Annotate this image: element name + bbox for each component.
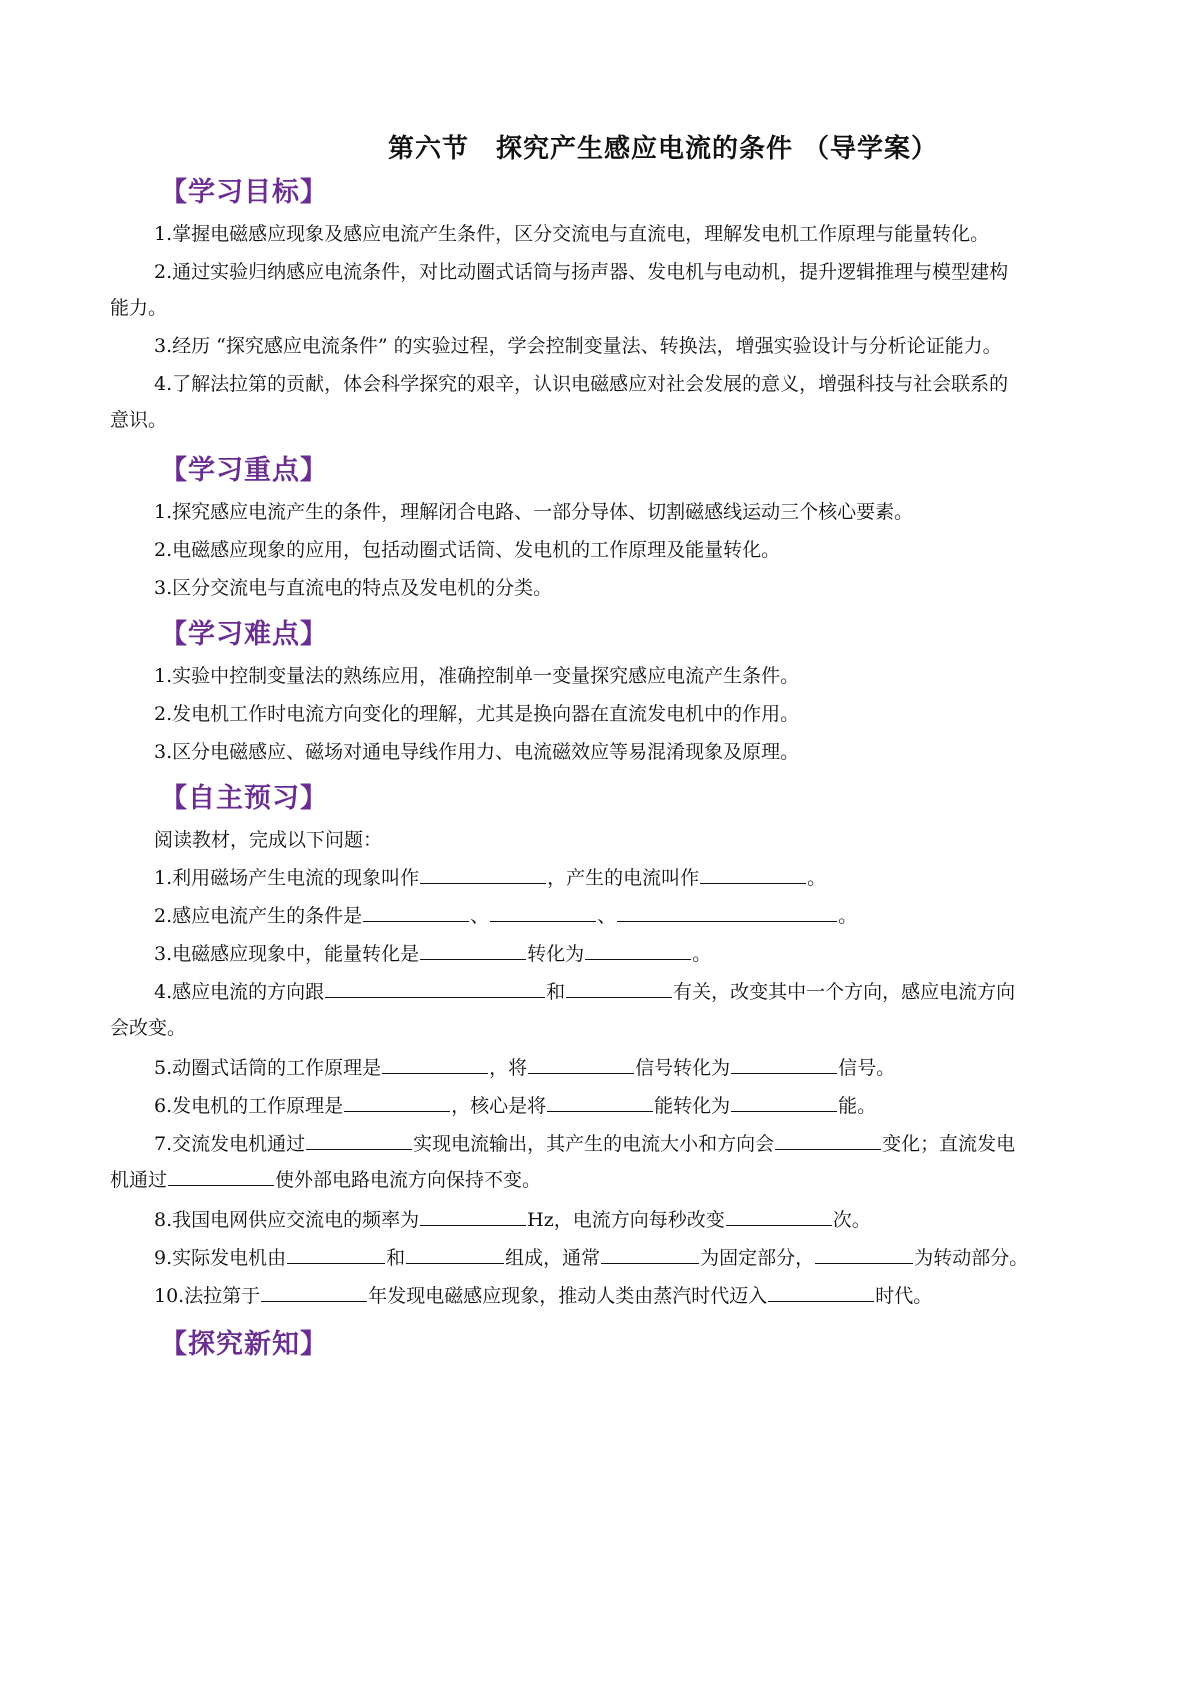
section-heading-explore: 【探究新知】 xyxy=(160,1329,328,1360)
answer-blank[interactable] xyxy=(528,1051,634,1074)
section-heading-preview: 【自主预习】 xyxy=(160,783,328,814)
question-text: ，产生的电流叫作 xyxy=(547,867,700,889)
preview-question-4-cont: 会改变。 xyxy=(110,1017,187,1039)
section-heading-difficult: 【学习难点】 xyxy=(160,619,328,650)
question-text: 。 xyxy=(838,905,858,927)
key-item-2: 2.电磁感应现象的应用，包括动圈式话筒、发电机的工作原理及能量转化。 xyxy=(154,539,781,561)
section-heading-key: 【学习重点】 xyxy=(160,455,328,486)
question-text: 次。 xyxy=(832,1209,871,1231)
question-text: 。 xyxy=(692,943,712,965)
answer-blank[interactable] xyxy=(420,861,546,884)
goal-item-4: 4.了解法拉第的贡献，体会科学探究的艰辛，认识电磁感应对社会发展的意义，增强科技与社会联系的 xyxy=(154,373,1009,395)
question-text: 和 xyxy=(386,1247,406,1269)
answer-blank[interactable] xyxy=(382,1051,488,1074)
question-text: 能转化为 xyxy=(654,1095,731,1117)
answer-blank[interactable] xyxy=(815,1241,913,1264)
page-title: 第六节 探究产生感应电流的条件 （导学案） xyxy=(387,134,939,164)
question-text: 1.利用磁场产生电流的现象叫作 xyxy=(154,867,420,889)
goal-item-4-cont: 意识。 xyxy=(110,409,168,431)
difficult-item-2: 2.发电机工作时电流方向变化的理解，尤其是换向器在直流发电机中的作用。 xyxy=(154,703,800,725)
answer-blank[interactable] xyxy=(344,1089,450,1112)
answer-blank[interactable] xyxy=(585,937,691,960)
key-item-1: 1.探究感应电流产生的条件，理解闭合电路、一部分导体、切割磁感线运动三个核心要素。 xyxy=(154,501,914,523)
answer-blank[interactable] xyxy=(325,975,545,998)
answer-blank[interactable] xyxy=(731,1051,837,1074)
question-text: 时代。 xyxy=(875,1285,933,1307)
question-text: 。 xyxy=(807,867,827,889)
goal-item-2: 2.通过实验归纳感应电流条件，对比动圈式话筒与扬声器、发电机与电动机，提升逻辑推理与模型建构 xyxy=(154,261,1009,283)
question-text: 年发现电磁感应现象，推动人类由蒸汽时代迈入 xyxy=(368,1285,768,1307)
answer-blank[interactable] xyxy=(726,1203,832,1226)
question-text: 信号转化为 xyxy=(635,1057,731,1079)
preview-question-10 xyxy=(110,1278,1100,1314)
question-text: 5.动圈式话筒的工作原理是 xyxy=(154,1057,382,1079)
preview-question-3 xyxy=(110,936,1100,972)
question-text: 4.感应电流的方向跟 xyxy=(154,981,325,1003)
preview-intro: 阅读教材，完成以下问题： xyxy=(154,829,383,851)
question-text: 实现电流输出，其产生的电流大小和方向会 xyxy=(413,1133,775,1155)
question-text: Hz，电流方向每秒改变 xyxy=(527,1209,725,1231)
goal-item-1: 1.掌握电磁感应现象及感应电流产生条件，区分交流电与直流电，理解发电机工作原理与能量转化。 xyxy=(154,223,990,245)
preview-question-2 xyxy=(110,898,1100,934)
answer-blank[interactable] xyxy=(700,861,806,884)
question-text: 3.电磁感应现象中，能量转化是 xyxy=(154,943,420,965)
section-heading-goals: 【学习目标】 xyxy=(160,177,328,208)
question-text: 6.发电机的工作原理是 xyxy=(154,1095,344,1117)
answer-blank[interactable] xyxy=(547,1089,653,1112)
question-text: 、 xyxy=(597,905,617,927)
answer-blank[interactable] xyxy=(617,899,837,922)
question-text: 9.实际发电机由 xyxy=(154,1247,287,1269)
preview-question-5 xyxy=(110,1050,1100,1086)
question-text: 变化；直流发电 xyxy=(882,1133,1016,1155)
question-text: 能。 xyxy=(838,1095,877,1117)
preview-question-4 xyxy=(110,974,1100,1010)
difficult-item-3: 3.区分电磁感应、磁场对通电导线作用力、电流磁效应等易混淆现象及原理。 xyxy=(154,741,800,763)
goal-item-3: 3.经历 “探究感应电流条件” 的实验过程，学会控制变量法、转换法，增强实验设计与分析论证能力。 xyxy=(154,335,1002,357)
answer-blank[interactable] xyxy=(168,1163,274,1186)
answer-blank[interactable] xyxy=(775,1127,881,1150)
question-text: 有关，改变其中一个方向，感应电流方向 xyxy=(673,981,1016,1003)
answer-blank[interactable] xyxy=(420,937,526,960)
question-text: 转化为 xyxy=(527,943,585,965)
question-text: 8.我国电网供应交流电的频率为 xyxy=(154,1209,420,1231)
answer-blank[interactable] xyxy=(566,975,672,998)
answer-blank[interactable] xyxy=(363,899,469,922)
question-text: 2.感应电流产生的条件是 xyxy=(154,905,363,927)
goal-item-2-cont: 能力。 xyxy=(110,297,168,319)
answer-blank[interactable] xyxy=(601,1241,699,1264)
preview-question-7-cont xyxy=(110,1162,1100,1198)
question-text: 为固定部分， xyxy=(700,1247,815,1269)
answer-blank[interactable] xyxy=(420,1203,526,1226)
preview-question-1 xyxy=(110,860,1100,896)
question-text: 组成，通常 xyxy=(505,1247,601,1269)
question-text: 7.交流发电机通过 xyxy=(154,1133,306,1155)
question-text: 和 xyxy=(546,981,566,1003)
answer-blank[interactable] xyxy=(261,1279,367,1302)
question-text: ，核心是将 xyxy=(451,1095,547,1117)
answer-blank[interactable] xyxy=(306,1127,412,1150)
question-text: 、 xyxy=(470,905,490,927)
question-text: 使外部电路电流方向保持不变。 xyxy=(275,1169,542,1191)
preview-question-6 xyxy=(110,1088,1100,1124)
answer-blank[interactable] xyxy=(406,1241,504,1264)
preview-question-9 xyxy=(110,1240,1100,1276)
key-item-3: 3.区分交流电与直流电的特点及发电机的分类。 xyxy=(154,577,553,599)
preview-question-8 xyxy=(110,1202,1100,1238)
preview-question-7 xyxy=(110,1126,1100,1162)
question-text: ，将 xyxy=(489,1057,528,1079)
question-text: 为转动部分。 xyxy=(914,1247,1029,1269)
answer-blank[interactable] xyxy=(731,1089,837,1112)
answer-blank[interactable] xyxy=(490,899,596,922)
question-text: 10.法拉第于 xyxy=(154,1285,261,1307)
answer-blank[interactable] xyxy=(287,1241,385,1264)
answer-blank[interactable] xyxy=(768,1279,874,1302)
question-text: 信号。 xyxy=(838,1057,896,1079)
question-text: 机通过 xyxy=(110,1169,168,1191)
difficult-item-1: 1.实验中控制变量法的熟练应用，准确控制单一变量探究感应电流产生条件。 xyxy=(154,665,800,687)
